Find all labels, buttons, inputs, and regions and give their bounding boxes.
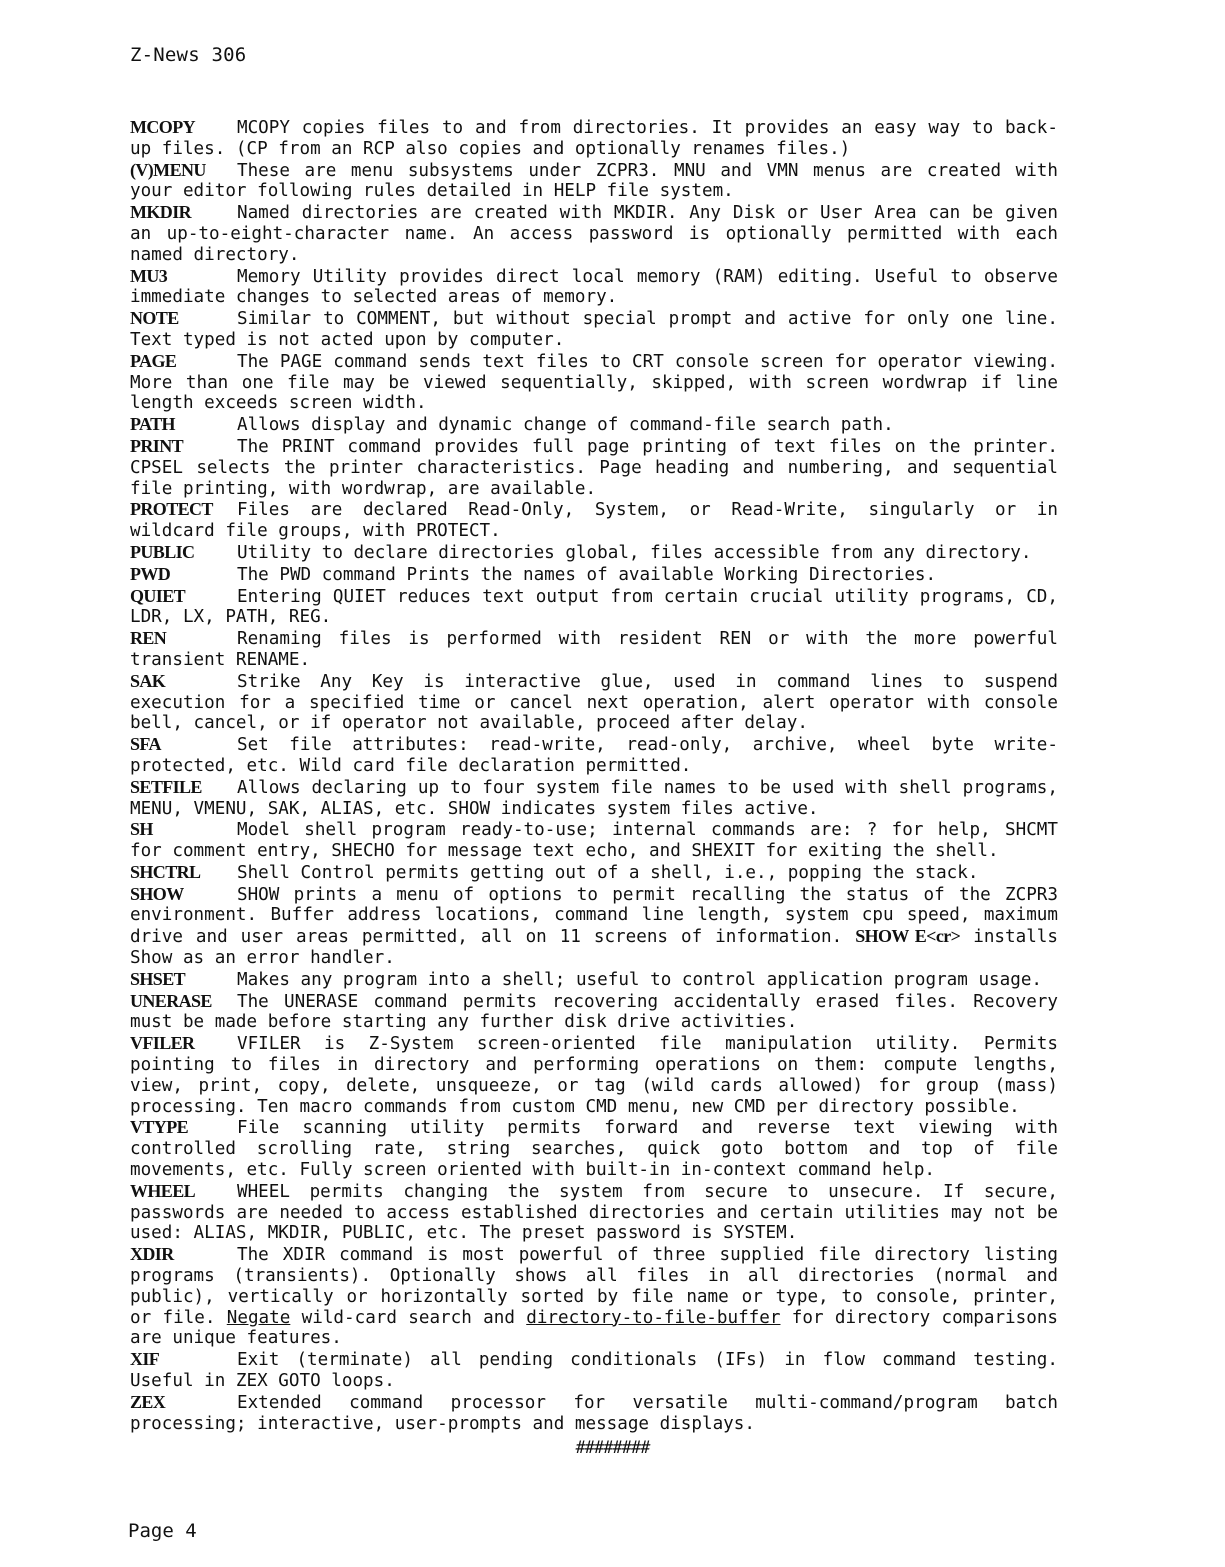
glossary-entry [130, 671, 1058, 734]
command-description: Exit (terminate) all pending conditionals (IFs) in flow command testing. Useful in ZEX GOTO loops. [130, 1350, 1058, 1392]
glossary-entry [130, 991, 1058, 1034]
command-name: VFILER [130, 1033, 195, 1054]
command-description: The XDIR command is most powerful of three supplied file directory listing programs (transients). Optionally shows all files in all directories (normal and public), vertically or horizontally sorted by file name or type, to console, printer, or file. [130, 1245, 1058, 1328]
command-name: VTYPE [130, 1117, 189, 1138]
command-name: SETFILE [130, 776, 202, 797]
command-description: Named directories are created with MKDIR. Any Disk or User Area can be given an up-to-eight-character name. An access password is optionally permitted with each named directory. [130, 203, 1058, 265]
command-description: VFILER is Z-System screen-oriented file manipulation utility. Permits pointing to files in directory and performing operations on them: compute lengths, view, print, copy, delete, unsqueeze, or tag (wild cards allowed) for group (mass) processing. Ten macro commands from custom CMD menu, new CMD per directory possible. [130, 1034, 1058, 1117]
glossary-entry [130, 351, 1058, 414]
glossary-entry [130, 884, 1058, 969]
glossary-entry [130, 628, 1058, 671]
underlined-term: directory-to-file-buffer [526, 1307, 781, 1328]
glossary-entry [130, 1392, 1058, 1435]
glossary-entry [130, 586, 1058, 629]
command-description: The PRINT command provides full page printing of text files on the printer. CPSEL selects the printer characteristics. Page heading and numbering, and sequential file printing, with wordwrap, are available. [130, 436, 1058, 499]
command-description: Entering QUIET reduces text output from certain crucial utility programs, CD, LDR, LX, PATH, REG. [130, 586, 1058, 628]
command-description: Shell Control permits getting out of a shell, i.e., popping the stack. [237, 862, 979, 883]
command-description: SHOW prints a menu of options to permit recalling the status of the ZCPR3 environment. Buffer address locations, command line length, system cpu speed, maximum drive and user areas permitted, all on 11 screens of information. [130, 884, 1058, 948]
glossary-entry [130, 1117, 1058, 1180]
command-name: SHOW [130, 883, 184, 904]
command-name: MU3 [130, 265, 168, 286]
command-name: PAGE [130, 350, 177, 371]
command-description: Extended command processor for versatile multi-command/program batch processing; interactive, user-prompts and message displays. [130, 1392, 1058, 1434]
command-name: MCOPY [130, 117, 195, 137]
command-name: MKDIR [130, 202, 191, 223]
glossary-entry [130, 1349, 1058, 1392]
glossary-entry [130, 117, 1058, 160]
glossary-entry [130, 969, 1058, 991]
glossary-entry [130, 542, 1058, 564]
command-name: ZEX [130, 1391, 166, 1412]
command-description: The PAGE command sends text files to CRT console screen for operator viewing. More than one file may be viewed sequentially, skipped, with screen wordwrap if line length exceeds screen width. [130, 351, 1058, 414]
glossary-entry [130, 1244, 1058, 1349]
command-description: Similar to COMMENT, but without special prompt and active for only one line. Text typed is not acted upon by computer. [130, 309, 1058, 350]
command-description-continued: wild-card search and [301, 1307, 515, 1328]
command-description: Makes any program into a shell; useful to control application program usage. [237, 969, 1043, 990]
glossary-entry [130, 1033, 1058, 1117]
command-name: XDIR [130, 1244, 174, 1265]
command-description: File scanning utility permits forward and reverse text viewing with controlled scrolling rate, string searches, quick goto bottom and top of file movements, etc. Fully screen oriented with built-in in-context command help. [130, 1118, 1058, 1181]
command-name: XIF [130, 1349, 160, 1370]
glossary-entry [130, 499, 1058, 542]
command-name: SAK [130, 670, 166, 691]
glossary-entry [130, 436, 1058, 499]
command-description: The UNERASE command permits recovering accidentally erased files. Recovery must be made before starting any further disk drive activities. [130, 991, 1058, 1033]
command-name: PROTECT [130, 499, 213, 520]
page-number: Page 4 [128, 1520, 197, 1542]
section-separator: ######## [575, 1438, 650, 1458]
command-glossary [130, 117, 1058, 1434]
glossary-entry [130, 414, 1058, 436]
command-description: Files are declared Read-Only, System, or Read-Write, singularly or in wildcard file groups, with PROTECT. [130, 500, 1058, 542]
command-description: Utility to declare directories global, files accessible from any directory. [237, 542, 1032, 563]
inline-command: SHOW E<cr> [855, 926, 961, 947]
glossary-entry [130, 862, 1058, 884]
glossary-entry [130, 160, 1058, 203]
command-description: Strike Any Key is interactive glue, used in command lines to suspend execution for a specified time or cancel next operation, alert operator with console bell, cancel, or if operator not available, proceed after delay. [130, 671, 1058, 734]
glossary-entry [130, 777, 1058, 820]
command-name: PUBLIC [130, 541, 195, 562]
command-description: MCOPY copies files to and from directories. It provides an easy way to back-up files. (CP from an RCP also copies and optionally renames files.) [130, 118, 1058, 159]
glossary-entry [130, 1181, 1058, 1244]
glossary-entry [130, 564, 1058, 586]
command-name: SHCTRL [130, 861, 201, 882]
command-description-continued: for directory comparisons are unique features. [130, 1307, 1059, 1349]
command-name: WHEEL [130, 1180, 196, 1201]
page-header: Z-News 306 [130, 44, 247, 66]
command-description-continued: installs Show as an error handler. [130, 927, 1058, 969]
command-description: Model shell program ready-to-use; internal commands are: ? for help, SHCMT for comment entry, SHECHO for message text echo, and SHEXIT for exiting the shell. [130, 820, 1058, 862]
glossary-entry [130, 202, 1058, 265]
command-name: PRINT [130, 435, 184, 456]
underlined-term: Negate [226, 1307, 291, 1328]
command-description: Allows display and dynamic change of command-file search path. [237, 415, 894, 436]
command-name: (V)MENU [130, 159, 206, 180]
command-name: NOTE [130, 308, 179, 329]
glossary-entry [130, 308, 1058, 351]
command-name: SH [130, 819, 153, 840]
command-name: REN [130, 628, 167, 649]
command-description: Set file attributes: read-write, read-only, archive, wheel byte write-protected, etc. Wild card file declaration permitted. [130, 735, 1058, 776]
command-name: QUIET [130, 585, 186, 606]
glossary-entry [130, 266, 1058, 309]
command-description: WHEEL permits changing the system from secure to unsecure. If secure, passwords are needed to access established directories and certain utilities may not be used: ALIAS, MKDIR, PUBLIC, etc. The preset password is SYSTEM. [130, 1181, 1058, 1244]
command-description: Memory Utility provides direct local memory (RAM) editing. Useful to observe immediate changes to selected areas of memory. [130, 266, 1058, 308]
command-name: PWD [130, 563, 171, 584]
command-description: Renaming files is performed with resident REN or with the more powerful transient RENAME. [130, 629, 1058, 670]
command-description: The PWD command Prints the names of available Working Directories. [237, 564, 937, 585]
command-name: PATH [130, 414, 175, 435]
command-name: SHSET [130, 968, 186, 989]
glossary-entry [130, 734, 1058, 777]
command-description: Allows declaring up to four system file names to be used with shell programs, MENU, VMENU, SAK, ALIAS, etc. SHOW indicates system files active. [130, 777, 1058, 819]
glossary-entry [130, 819, 1058, 862]
command-description: These are menu subsystems under ZCPR3. MNU and VMN menus are created with your editor following rules detailed in HELP file system. [130, 160, 1058, 202]
command-name: UNERASE [130, 990, 212, 1011]
command-name: SFA [130, 734, 161, 755]
